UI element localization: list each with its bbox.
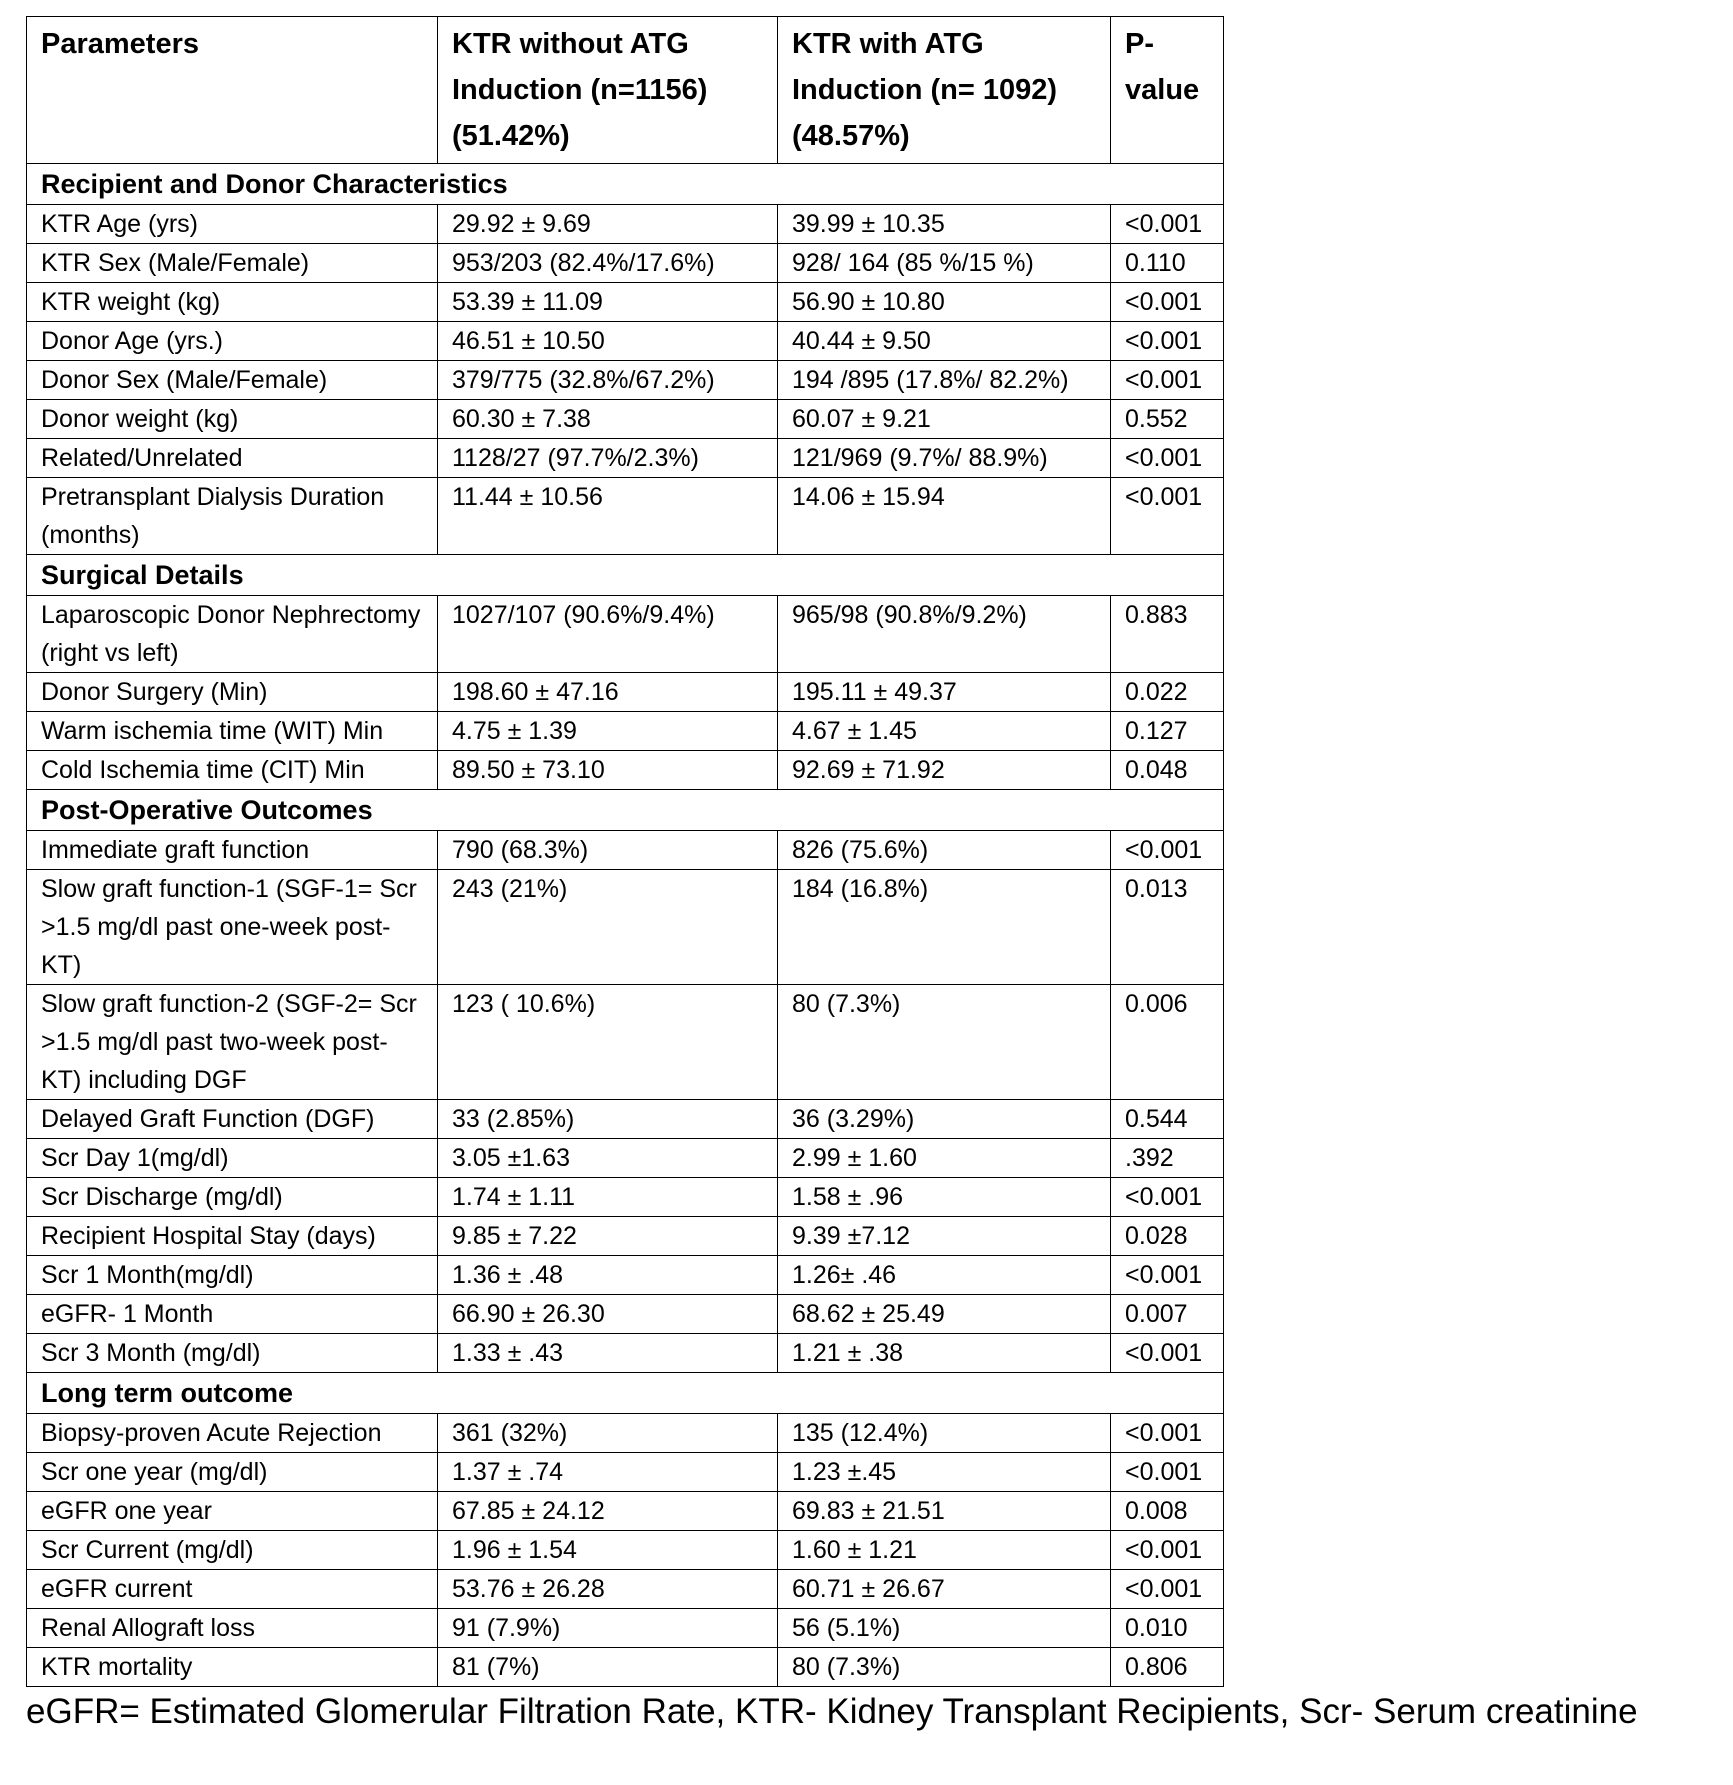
table-row: [27, 322, 1224, 361]
without-atg-cell: 89.50 ± 73.10: [438, 751, 778, 790]
p-value-cell: 0.544: [1111, 1100, 1224, 1139]
without-atg-cell: 67.85 ± 24.12: [438, 1492, 778, 1531]
header-with-atg: KTR with ATG Induction (n= 1092) (48.57%): [778, 17, 1111, 164]
with-atg-cell: 56.90 ± 10.80: [778, 283, 1111, 322]
with-atg-cell: 80 (7.3%): [778, 1648, 1111, 1687]
table-row: [27, 712, 1224, 751]
p-value-cell: 0.013: [1111, 870, 1224, 985]
with-atg-cell: 195.11 ± 49.37: [778, 673, 1111, 712]
with-atg-cell: 2.99 ± 1.60: [778, 1139, 1111, 1178]
parameter-cell: Warm ischemia time (WIT) Min: [27, 712, 438, 751]
without-atg-cell: 243 (21%): [438, 870, 778, 985]
table-row: [27, 1492, 1224, 1531]
without-atg-cell: 123 ( 10.6%): [438, 985, 778, 1100]
with-atg-cell: 135 (12.4%): [778, 1414, 1111, 1453]
section-title: Surgical Details: [27, 555, 1224, 596]
without-atg-cell: 1027/107 (90.6%/9.4%): [438, 596, 778, 673]
parameter-cell: Scr 3 Month (mg/dl): [27, 1334, 438, 1373]
p-value-cell: <0.001: [1111, 205, 1224, 244]
section-row: [27, 1373, 1224, 1414]
parameter-cell: Scr 1 Month(mg/dl): [27, 1256, 438, 1295]
parameter-cell: Laparoscopic Donor Nephrectomy (right vs left): [27, 596, 438, 673]
table-row: [27, 870, 1224, 985]
section-row: [27, 555, 1224, 596]
table-row: [27, 751, 1224, 790]
p-value-cell: 0.048: [1111, 751, 1224, 790]
p-value-cell: <0.001: [1111, 361, 1224, 400]
p-value-cell: 0.883: [1111, 596, 1224, 673]
with-atg-cell: 80 (7.3%): [778, 985, 1111, 1100]
parameter-cell: eGFR current: [27, 1570, 438, 1609]
parameter-cell: KTR mortality: [27, 1648, 438, 1687]
header-parameters: Parameters: [27, 17, 438, 164]
parameter-cell: Related/Unrelated: [27, 439, 438, 478]
without-atg-cell: 11.44 ± 10.56: [438, 478, 778, 555]
without-atg-cell: 790 (68.3%): [438, 831, 778, 870]
without-atg-cell: 60.30 ± 7.38: [438, 400, 778, 439]
p-value-cell: <0.001: [1111, 1414, 1224, 1453]
without-atg-cell: 46.51 ± 10.50: [438, 322, 778, 361]
with-atg-cell: 4.67 ± 1.45: [778, 712, 1111, 751]
table-body: [27, 164, 1224, 1687]
without-atg-cell: 81 (7%): [438, 1648, 778, 1687]
parameter-cell: Donor weight (kg): [27, 400, 438, 439]
with-atg-cell: 965/98 (90.8%/9.2%): [778, 596, 1111, 673]
without-atg-cell: 3.05 ±1.63: [438, 1139, 778, 1178]
without-atg-cell: 66.90 ± 26.30: [438, 1295, 778, 1334]
table-row: [27, 985, 1224, 1100]
p-value-cell: <0.001: [1111, 1334, 1224, 1373]
table-row: [27, 1139, 1224, 1178]
with-atg-cell: 40.44 ± 9.50: [778, 322, 1111, 361]
parameter-cell: Slow graft function-2 (SGF-2= Scr >1.5 mg/dl past two-week post-KT) including DGF: [27, 985, 438, 1100]
header-row: [27, 17, 1224, 164]
p-value-cell: 0.127: [1111, 712, 1224, 751]
parameter-cell: Scr one year (mg/dl): [27, 1453, 438, 1492]
section-row: [27, 164, 1224, 205]
p-value-cell: 0.007: [1111, 1295, 1224, 1334]
without-atg-cell: 379/775 (32.8%/67.2%): [438, 361, 778, 400]
p-value-cell: 0.552: [1111, 400, 1224, 439]
header-without-atg: KTR without ATG Induction (n=1156) (51.42%): [438, 17, 778, 164]
without-atg-cell: 33 (2.85%): [438, 1100, 778, 1139]
without-atg-cell: 4.75 ± 1.39: [438, 712, 778, 751]
table-row: [27, 1648, 1224, 1687]
table-row: [27, 673, 1224, 712]
without-atg-cell: 1128/27 (97.7%/2.3%): [438, 439, 778, 478]
without-atg-cell: 198.60 ± 47.16: [438, 673, 778, 712]
table-row: [27, 1178, 1224, 1217]
with-atg-cell: 39.99 ± 10.35: [778, 205, 1111, 244]
table-row: [27, 1295, 1224, 1334]
with-atg-cell: 68.62 ± 25.49: [778, 1295, 1111, 1334]
with-atg-cell: 184 (16.8%): [778, 870, 1111, 985]
footnote: eGFR= Estimated Glomerular Filtration Rate, KTR- Kidney Transplant Recipients, Scr- Serum creatinine: [26, 1692, 1638, 1731]
table-row: [27, 439, 1224, 478]
without-atg-cell: 53.39 ± 11.09: [438, 283, 778, 322]
with-atg-cell: 56 (5.1%): [778, 1609, 1111, 1648]
parameter-cell: Donor Sex (Male/Female): [27, 361, 438, 400]
parameter-cell: Recipient Hospital Stay (days): [27, 1217, 438, 1256]
section-title: Recipient and Donor Characteristics: [27, 164, 1224, 205]
p-value-cell: <0.001: [1111, 1570, 1224, 1609]
parameter-cell: Scr Day 1(mg/dl): [27, 1139, 438, 1178]
parameter-cell: Renal Allograft loss: [27, 1609, 438, 1648]
parameter-cell: eGFR one year: [27, 1492, 438, 1531]
with-atg-cell: 14.06 ± 15.94: [778, 478, 1111, 555]
table-row: [27, 1609, 1224, 1648]
parameter-cell: Scr Current (mg/dl): [27, 1531, 438, 1570]
p-value-cell: .392: [1111, 1139, 1224, 1178]
table-row: [27, 400, 1224, 439]
table-row: [27, 361, 1224, 400]
with-atg-cell: 60.07 ± 9.21: [778, 400, 1111, 439]
p-value-cell: 0.806: [1111, 1648, 1224, 1687]
p-value-cell: <0.001: [1111, 831, 1224, 870]
with-atg-cell: 60.71 ± 26.67: [778, 1570, 1111, 1609]
parameter-cell: Immediate graft function: [27, 831, 438, 870]
parameter-cell: Scr Discharge (mg/dl): [27, 1178, 438, 1217]
table-row: [27, 831, 1224, 870]
with-atg-cell: 826 (75.6%): [778, 831, 1111, 870]
table-row: [27, 478, 1224, 555]
table-row: [27, 1570, 1224, 1609]
p-value-cell: <0.001: [1111, 478, 1224, 555]
parameter-cell: Delayed Graft Function (DGF): [27, 1100, 438, 1139]
p-value-cell: 0.110: [1111, 244, 1224, 283]
without-atg-cell: 29.92 ± 9.69: [438, 205, 778, 244]
with-atg-cell: 92.69 ± 71.92: [778, 751, 1111, 790]
p-value-cell: <0.001: [1111, 1178, 1224, 1217]
comparison-table: [26, 16, 1224, 1687]
without-atg-cell: 1.33 ± .43: [438, 1334, 778, 1373]
table-row: [27, 1453, 1224, 1492]
with-atg-cell: 1.21 ± .38: [778, 1334, 1111, 1373]
with-atg-cell: 1.58 ± .96: [778, 1178, 1111, 1217]
table-row: [27, 205, 1224, 244]
parameter-cell: KTR Sex (Male/Female): [27, 244, 438, 283]
table-row: [27, 1531, 1224, 1570]
with-atg-cell: 1.26± .46: [778, 1256, 1111, 1295]
p-value-cell: <0.001: [1111, 1256, 1224, 1295]
table-row: [27, 244, 1224, 283]
p-value-cell: 0.028: [1111, 1217, 1224, 1256]
without-atg-cell: 1.74 ± 1.11: [438, 1178, 778, 1217]
p-value-cell: <0.001: [1111, 1453, 1224, 1492]
p-value-cell: 0.006: [1111, 985, 1224, 1100]
parameter-cell: KTR weight (kg): [27, 283, 438, 322]
p-value-cell: <0.001: [1111, 283, 1224, 322]
with-atg-cell: 9.39 ±7.12: [778, 1217, 1111, 1256]
without-atg-cell: 361 (32%): [438, 1414, 778, 1453]
section-row: [27, 790, 1224, 831]
with-atg-cell: 1.60 ± 1.21: [778, 1531, 1111, 1570]
without-atg-cell: 1.37 ± .74: [438, 1453, 778, 1492]
table-row: [27, 1217, 1224, 1256]
p-value-cell: 0.010: [1111, 1609, 1224, 1648]
p-value-cell: <0.001: [1111, 1531, 1224, 1570]
parameter-cell: Biopsy-proven Acute Rejection: [27, 1414, 438, 1453]
without-atg-cell: 953/203 (82.4%/17.6%): [438, 244, 778, 283]
table-row: [27, 1100, 1224, 1139]
with-atg-cell: 928/ 164 (85 %/15 %): [778, 244, 1111, 283]
header-p-value: P-value: [1111, 17, 1224, 164]
without-atg-cell: 1.96 ± 1.54: [438, 1531, 778, 1570]
with-atg-cell: 194 /895 (17.8%/ 82.2%): [778, 361, 1111, 400]
parameter-cell: Donor Age (yrs.): [27, 322, 438, 361]
with-atg-cell: 36 (3.29%): [778, 1100, 1111, 1139]
table-row: [27, 1334, 1224, 1373]
p-value-cell: <0.001: [1111, 439, 1224, 478]
without-atg-cell: 91 (7.9%): [438, 1609, 778, 1648]
table-row: [27, 283, 1224, 322]
parameter-cell: Pretransplant Dialysis Duration (months): [27, 478, 438, 555]
table-row: [27, 596, 1224, 673]
table-row: [27, 1414, 1224, 1453]
with-atg-cell: 1.23 ±.45: [778, 1453, 1111, 1492]
without-atg-cell: 9.85 ± 7.22: [438, 1217, 778, 1256]
p-value-cell: 0.022: [1111, 673, 1224, 712]
with-atg-cell: 69.83 ± 21.51: [778, 1492, 1111, 1531]
p-value-cell: 0.008: [1111, 1492, 1224, 1531]
p-value-cell: <0.001: [1111, 322, 1224, 361]
parameter-cell: Slow graft function-1 (SGF-1= Scr >1.5 mg/dl past one-week post-KT): [27, 870, 438, 985]
without-atg-cell: 53.76 ± 26.28: [438, 1570, 778, 1609]
without-atg-cell: 1.36 ± .48: [438, 1256, 778, 1295]
parameter-cell: KTR Age (yrs): [27, 205, 438, 244]
section-title: Long term outcome: [27, 1373, 1224, 1414]
parameter-cell: Donor Surgery (Min): [27, 673, 438, 712]
section-title: Post-Operative Outcomes: [27, 790, 1224, 831]
parameter-cell: eGFR- 1 Month: [27, 1295, 438, 1334]
table-row: [27, 1256, 1224, 1295]
parameter-cell: Cold Ischemia time (CIT) Min: [27, 751, 438, 790]
with-atg-cell: 121/969 (9.7%/ 88.9%): [778, 439, 1111, 478]
